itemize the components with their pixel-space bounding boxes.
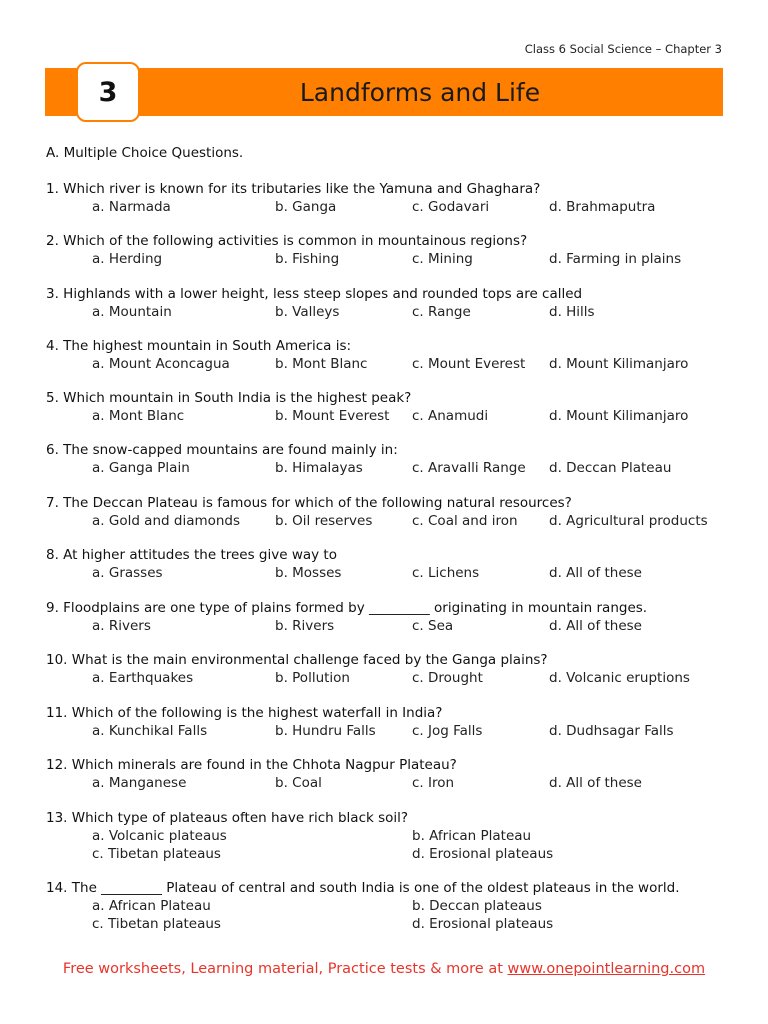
header-subject-label: Class 6 Social Science – Chapter 3 (524, 42, 722, 56)
option-b: b. Mont Blanc (275, 356, 368, 372)
option-c: c. Iron (412, 775, 455, 791)
question-14 (46, 879, 726, 933)
question-12 (46, 756, 726, 792)
option-c: c. Anamudi (412, 408, 489, 424)
options-row (46, 512, 726, 530)
question-text: 13. Which type of plateaus often have rich black soil? (46, 810, 409, 826)
options-row (46, 198, 726, 216)
option-a: a. Kunchikal Falls (92, 723, 208, 739)
option-a: a. Rivers (92, 618, 151, 634)
footer-text: Free worksheets, Learning material, Practice tests & more at (62, 961, 508, 977)
option-b: b. Fishing (275, 251, 340, 267)
page-title: Landforms and Life (299, 77, 541, 107)
option-c: c. Mining (412, 251, 473, 267)
question-text: 14. The _________ Plateau of central and south India is one of the oldest plateaus in the world. (46, 880, 680, 896)
question-10 (46, 651, 726, 687)
option-a: a. Earthquakes (92, 670, 194, 686)
question-text: 2. Which of the following activities is common in mountainous regions? (46, 233, 528, 249)
options-row (46, 459, 726, 477)
question-11 (46, 704, 726, 740)
option-a: a. Ganga Plain (92, 460, 190, 476)
option-b: b. Mosses (275, 565, 342, 581)
question-9 (46, 599, 726, 635)
question-text: 10. What is the main environmental challenge faced by the Ganga plains? (46, 652, 548, 668)
option-d: d. Erosional plateaus (412, 846, 554, 862)
option-c: c. Drought (412, 670, 483, 686)
option-c: c. Lichens (412, 565, 480, 581)
section-heading: A. Multiple Choice Questions. (46, 145, 244, 161)
option-b: b. Hundru Falls (275, 723, 376, 739)
question-text: 8. At higher attitudes the trees give way to (46, 547, 337, 563)
options-row (46, 722, 726, 740)
question-4 (46, 337, 726, 373)
options-row (46, 774, 726, 792)
option-a: a. Volcanic plateaus (92, 828, 227, 844)
option-a: a. Narmada (92, 199, 171, 215)
option-d: d. Deccan Plateau (549, 460, 672, 476)
options-row (46, 897, 726, 915)
option-b: b. Oil reserves (275, 513, 373, 529)
question-7 (46, 494, 726, 530)
question-2 (46, 232, 726, 268)
option-c: c. Godavari (412, 199, 490, 215)
option-a: a. Mount Aconcagua (92, 356, 230, 372)
option-c: c. Jog Falls (412, 723, 483, 739)
options-row (46, 915, 726, 933)
question-text: 4. The highest mountain in South America is: (46, 338, 352, 354)
question-text: 7. The Deccan Plateau is famous for which of the following natural resources? (46, 495, 572, 511)
option-d: d. Brahmaputra (549, 199, 656, 215)
option-d: d. Mount Kilimanjaro (549, 408, 689, 424)
option-d: d. Hills (549, 304, 595, 320)
options-row (46, 564, 726, 582)
question-8 (46, 546, 726, 582)
option-a: a. Mont Blanc (92, 408, 185, 424)
option-d: d. Agricultural products (549, 513, 708, 529)
option-d: d. Volcanic eruptions (549, 670, 690, 686)
option-b: b. Mount Everest (275, 408, 390, 424)
option-b: b. Pollution (275, 670, 350, 686)
option-c: c. Aravalli Range (412, 460, 526, 476)
question-text: 11. Which of the following is the highest waterfall in India? (46, 705, 443, 721)
option-d: d. All of these (549, 775, 642, 791)
question-text: 9. Floodplains are one type of plains formed by _________ originating in mountain ranges. (46, 600, 648, 616)
option-a: a. Gold and diamonds (92, 513, 241, 529)
option-d: d. Dudhsagar Falls (549, 723, 674, 739)
option-d: d. All of these (549, 565, 642, 581)
question-5 (46, 389, 726, 425)
question-text: 12. Which minerals are found in the Chhota Nagpur Plateau? (46, 757, 457, 773)
chapter-number-badge: 3 (76, 62, 140, 122)
option-a: a. Manganese (92, 775, 187, 791)
question-3 (46, 285, 726, 321)
option-c: c. Mount Everest (412, 356, 526, 372)
option-a: a. African Plateau (92, 898, 211, 914)
option-b: b. Coal (275, 775, 322, 791)
option-c: c. Sea (412, 618, 454, 634)
option-c: c. Range (412, 304, 471, 320)
option-b: b. African Plateau (412, 828, 532, 844)
option-b: b. Ganga (275, 199, 337, 215)
question-text: 3. Highlands with a lower height, less steep slopes and rounded tops are called (46, 286, 583, 302)
option-d: d. Erosional plateaus (412, 916, 554, 932)
question-text: 6. The snow-capped mountains are found mainly in: (46, 442, 398, 458)
question-13 (46, 809, 726, 863)
question-text: 5. Which mountain in South India is the highest peak? (46, 390, 412, 406)
options-row (46, 303, 726, 321)
option-d: d. Mount Kilimanjaro (549, 356, 689, 372)
question-6 (46, 441, 726, 477)
options-row (46, 250, 726, 268)
options-row (46, 407, 726, 425)
options-row (46, 827, 726, 845)
question-text: 1. Which river is known for its tributaries like the Yamuna and Ghaghara? (46, 181, 541, 197)
option-c: c. Tibetan plateaus (92, 916, 221, 932)
option-a: a. Herding (92, 251, 163, 267)
option-a: a. Mountain (92, 304, 172, 320)
option-a: a. Grasses (92, 565, 163, 581)
options-row (46, 617, 726, 635)
options-row (46, 355, 726, 373)
options-row (46, 845, 726, 863)
footer (0, 961, 768, 977)
option-b: b. Rivers (275, 618, 335, 634)
option-c: c. Coal and iron (412, 513, 518, 529)
option-d: d. Farming in plains (549, 251, 682, 267)
option-c: c. Tibetan plateaus (92, 846, 221, 862)
footer-website-link[interactable]: www.onepointlearning.com (507, 961, 706, 977)
options-row (46, 669, 726, 687)
option-b: b. Himalayas (275, 460, 363, 476)
question-1 (46, 180, 726, 216)
option-d: d. All of these (549, 618, 642, 634)
option-b: b. Valleys (275, 304, 340, 320)
option-b: b. Deccan plateaus (412, 898, 542, 914)
